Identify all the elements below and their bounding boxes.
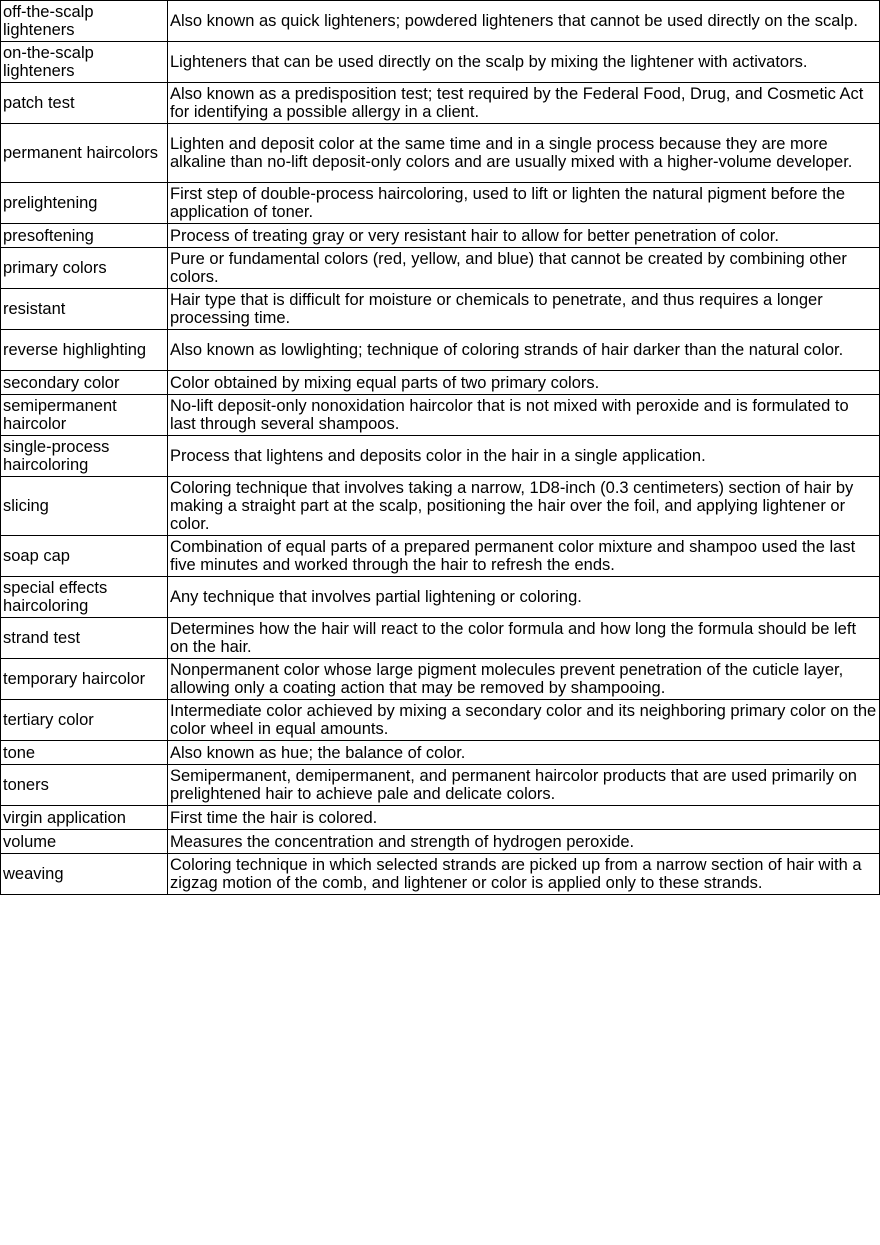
term-cell: weaving <box>1 854 168 895</box>
term-cell: strand test <box>1 618 168 659</box>
definition-cell: Determines how the hair will react to the color formula and how long the formula should be left on the hair. <box>168 618 880 659</box>
definition-cell: Coloring technique that involves taking a narrow, 1D8-inch (0.3 centimeters) section of hair by making a straight part at the scalp, positioning the hair over the foil, and applying lightener or color. <box>168 477 880 536</box>
term-cell: temporary haircolor <box>1 659 168 700</box>
table-row <box>1 224 880 248</box>
term-cell: presoftening <box>1 224 168 248</box>
table-row <box>1 1 880 42</box>
definition-cell: Any technique that involves partial lightening or coloring. <box>168 577 880 618</box>
term-cell: soap cap <box>1 536 168 577</box>
table-row <box>1 854 880 895</box>
term-cell: resistant <box>1 289 168 330</box>
definition-cell: Color obtained by mixing equal parts of two primary colors. <box>168 371 880 395</box>
term-cell: primary colors <box>1 248 168 289</box>
definition-cell: Also known as hue; the balance of color. <box>168 741 880 765</box>
term-cell: secondary color <box>1 371 168 395</box>
definition-cell: Pure or fundamental colors (red, yellow, and blue) that cannot be created by combining other colors. <box>168 248 880 289</box>
term-cell: on-the-scalp lighteners <box>1 42 168 83</box>
term-cell: off-the-scalp lighteners <box>1 1 168 42</box>
term-cell: special effects haircoloring <box>1 577 168 618</box>
definition-cell: Nonpermanent color whose large pigment molecules prevent penetration of the cuticle layer, allowing only a coating action that may be removed by shampooing. <box>168 659 880 700</box>
term-cell: single-process haircoloring <box>1 436 168 477</box>
definition-cell: Combination of equal parts of a prepared permanent color mixture and shampoo used the last five minutes and worked through the hair to refresh the ends. <box>168 536 880 577</box>
definition-cell: Measures the concentration and strength of hydrogen peroxide. <box>168 830 880 854</box>
definition-cell: Coloring technique in which selected strands are picked up from a narrow section of hair with a zigzag motion of the comb, and lightener or color is applied only to these strands. <box>168 854 880 895</box>
table-row <box>1 577 880 618</box>
definition-cell: Lighteners that can be used directly on the scalp by mixing the lightener with activators. <box>168 42 880 83</box>
definition-cell: Also known as a predisposition test; test required by the Federal Food, Drug, and Cosmetic Act for identifying a possible allergy in a client. <box>168 83 880 124</box>
table-row <box>1 330 880 371</box>
definition-cell: Lighten and deposit color at the same time and in a single process because they are more alkaline than no-lift deposit-only colors and are usually mixed with a higher-volume developer. <box>168 124 880 183</box>
term-cell: volume <box>1 830 168 854</box>
term-cell: semipermanent haircolor <box>1 395 168 436</box>
table-row <box>1 618 880 659</box>
table-row <box>1 183 880 224</box>
table-row <box>1 659 880 700</box>
term-cell: prelightening <box>1 183 168 224</box>
table-row <box>1 477 880 536</box>
table-row <box>1 436 880 477</box>
definition-cell: Also known as lowlighting; technique of coloring strands of hair darker than the natural color. <box>168 330 880 371</box>
definition-cell: Intermediate color achieved by mixing a secondary color and its neighboring primary color on the color wheel in equal amounts. <box>168 700 880 741</box>
table-row <box>1 395 880 436</box>
term-cell: tertiary color <box>1 700 168 741</box>
term-cell: reverse highlighting <box>1 330 168 371</box>
table-row <box>1 289 880 330</box>
definition-cell: Process of treating gray or very resistant hair to allow for better penetration of color. <box>168 224 880 248</box>
table-row <box>1 830 880 854</box>
table-row <box>1 806 880 830</box>
table-row <box>1 83 880 124</box>
table-row <box>1 42 880 83</box>
term-cell: permanent haircolors <box>1 124 168 183</box>
definition-cell: First step of double-process haircoloring, used to lift or lighten the natural pigment before the application of toner. <box>168 183 880 224</box>
table-row <box>1 765 880 806</box>
term-cell: slicing <box>1 477 168 536</box>
table-row <box>1 536 880 577</box>
table-row <box>1 124 880 183</box>
table-row <box>1 248 880 289</box>
table-row <box>1 371 880 395</box>
definition-cell: First time the hair is colored. <box>168 806 880 830</box>
definition-cell: Also known as quick lighteners; powdered lighteners that cannot be used directly on the scalp. <box>168 1 880 42</box>
table-row <box>1 700 880 741</box>
definition-cell: Semipermanent, demipermanent, and permanent haircolor products that are used primarily on prelightened hair to achieve pale and delicate colors. <box>168 765 880 806</box>
definition-cell: Process that lightens and deposits color in the hair in a single application. <box>168 436 880 477</box>
term-cell: tone <box>1 741 168 765</box>
term-cell: virgin application <box>1 806 168 830</box>
term-cell: toners <box>1 765 168 806</box>
term-cell: patch test <box>1 83 168 124</box>
definition-cell: No-lift deposit-only nonoxidation haircolor that is not mixed with peroxide and is formulated to last through several shampoos. <box>168 395 880 436</box>
definition-cell: Hair type that is difficult for moisture or chemicals to penetrate, and thus requires a longer processing time. <box>168 289 880 330</box>
table-row <box>1 741 880 765</box>
